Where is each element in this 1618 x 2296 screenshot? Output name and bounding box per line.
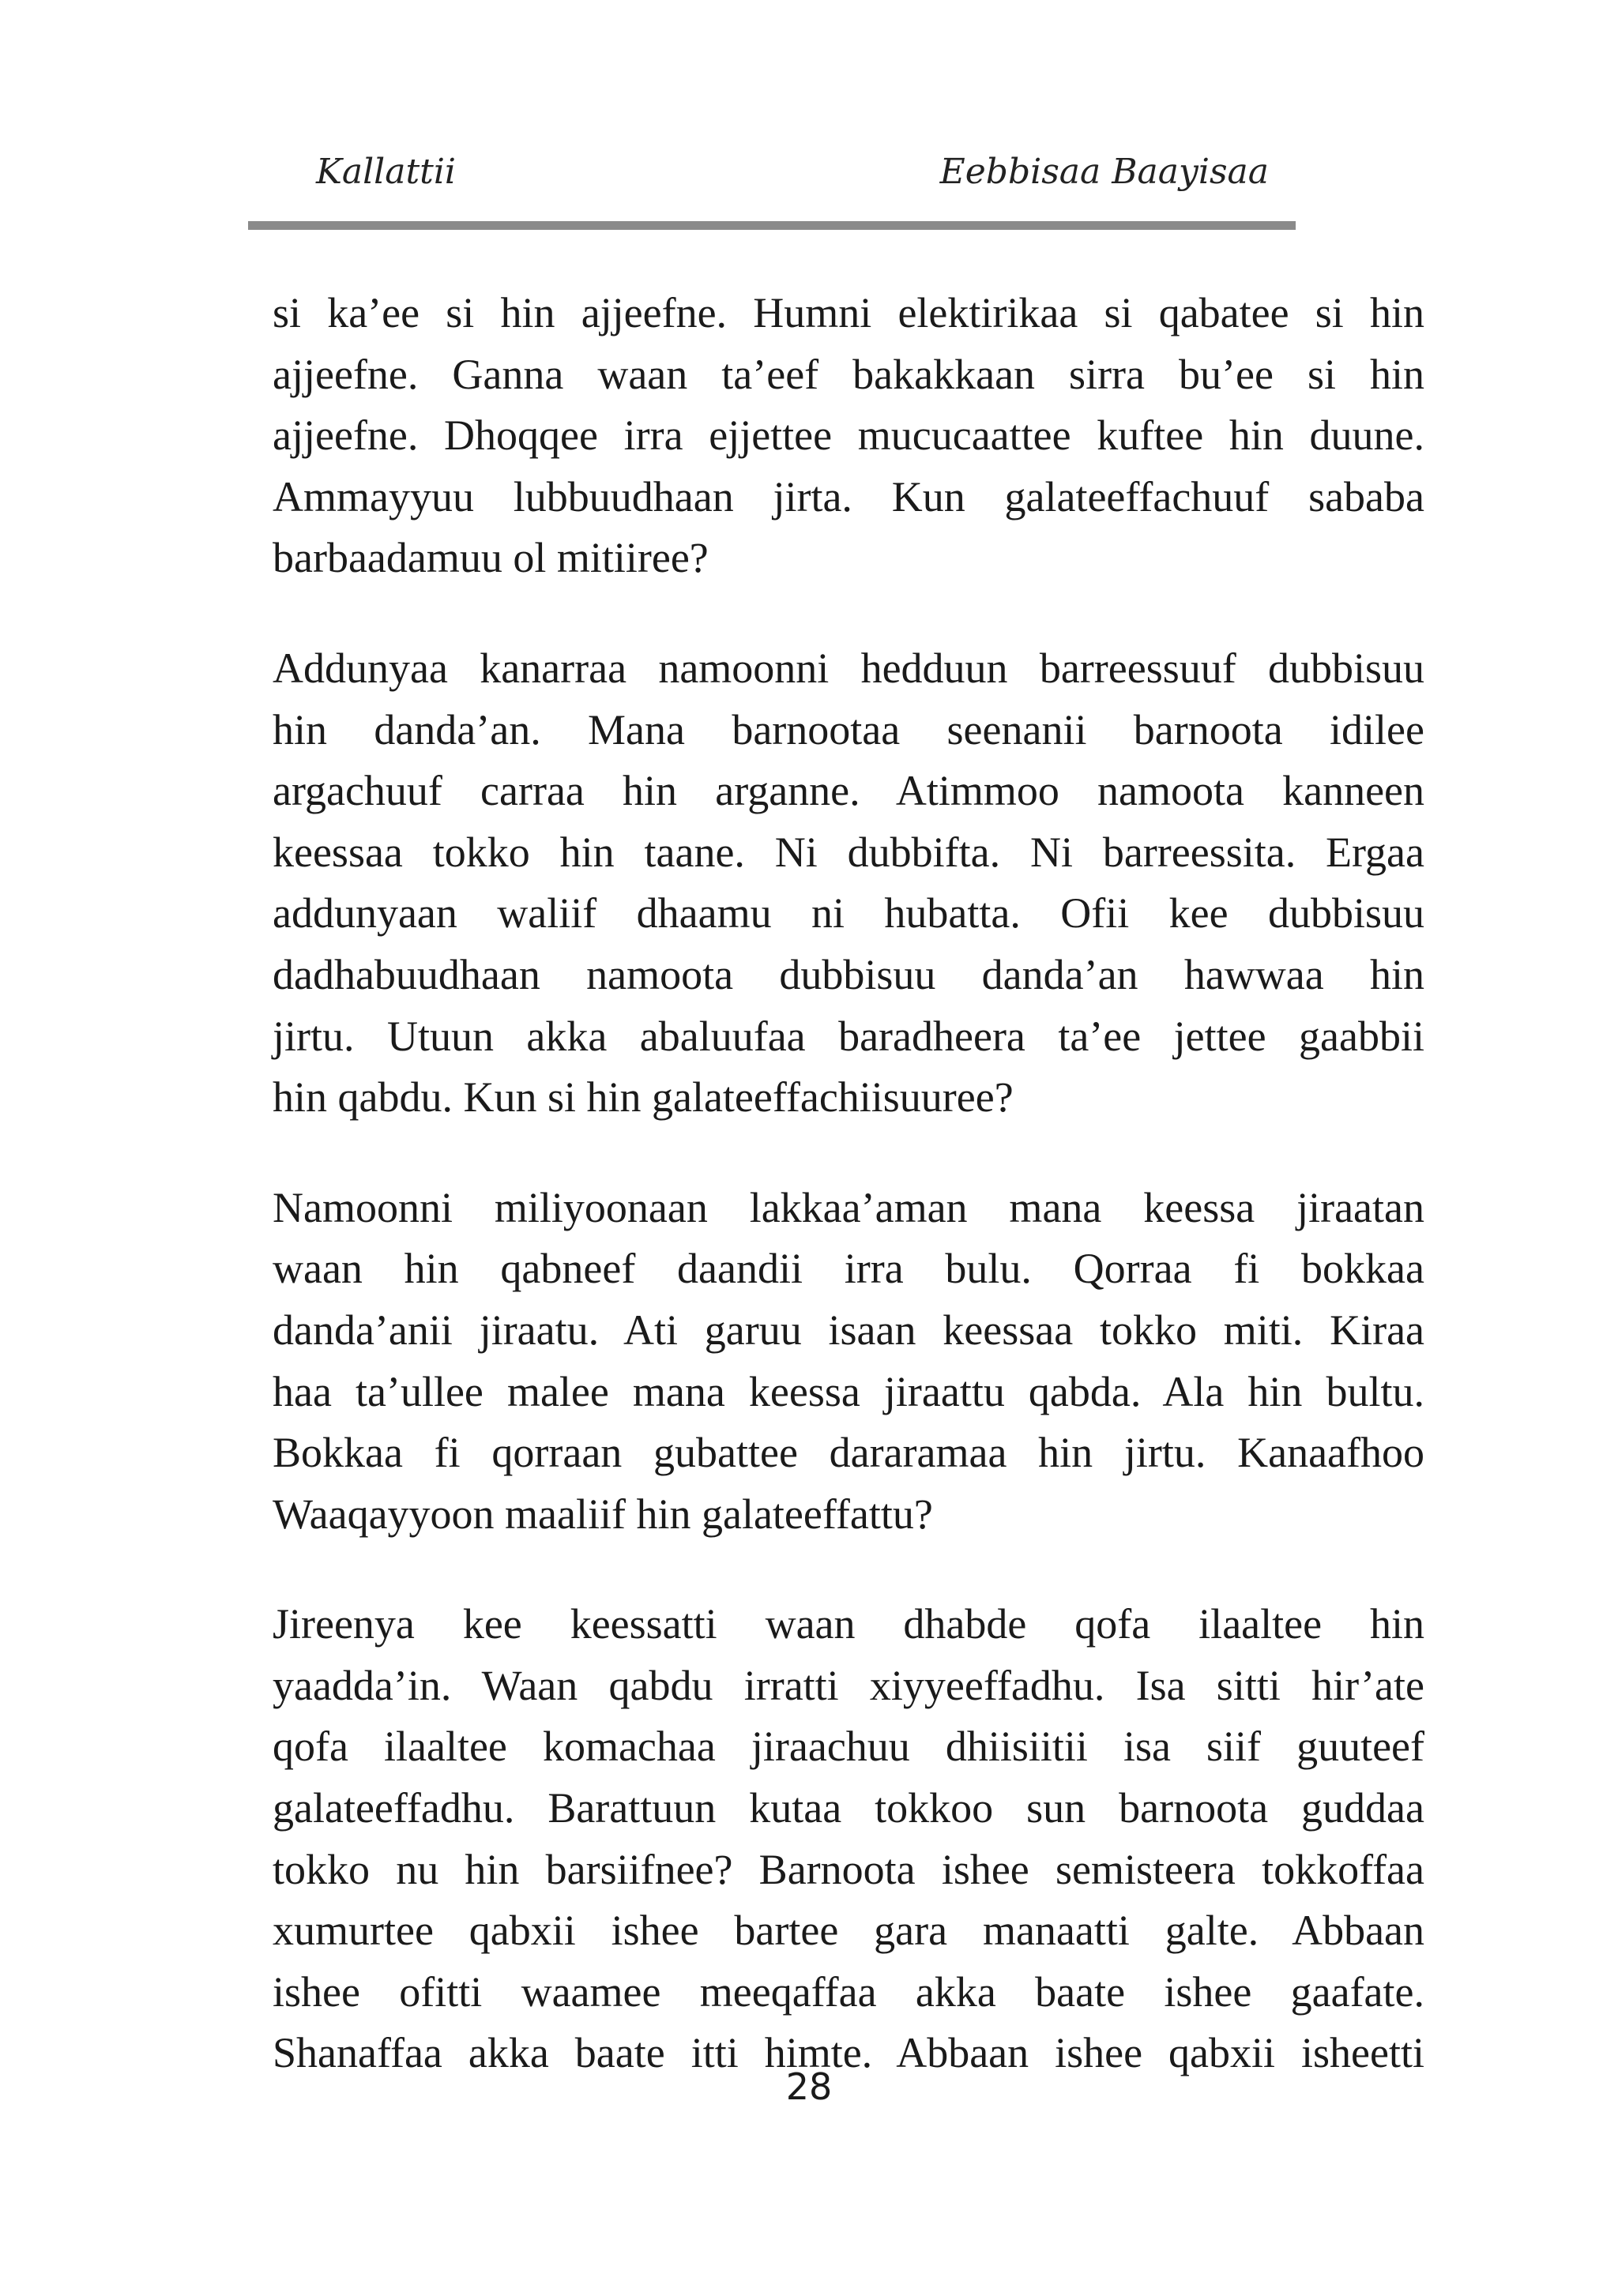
text-line: dadhabuudhaan namoota dubbisuu danda’an hawwaa hin [273, 950, 1424, 998]
paragraph-4 [273, 1594, 1424, 2084]
paragraph-3 [273, 1178, 1424, 1546]
text-line: yaadda’in. Waan qabdu irratti xiyyeeffadhu. Isa sitti hir’ate [273, 1661, 1424, 1709]
header-author-name: Eebbisaa Baayisaa [939, 152, 1269, 192]
paragraph-1 [273, 283, 1424, 589]
running-header [316, 148, 1269, 204]
text-line: ajjeefne. Ganna waan ta’eef bakakkaan sirra bu’ee si hin [273, 350, 1424, 398]
text-line: haa ta’ullee malee mana keessa jiraattu qabda. Ala hin bultu. [273, 1367, 1424, 1415]
text-line: waan hin qabneef daandii irra bulu. Qorraa fi bokkaa [273, 1245, 1424, 1293]
text-line: hin danda’an. Mana barnootaa seenanii barnoota idilee [273, 705, 1424, 753]
text-line: addunyaan waliif dhaamu ni hubatta. Ofii kee dubbisuu [273, 889, 1424, 938]
text-line: jirtu. Utuun akka abaluufaa baradheera ta’ee jettee gaabbii [273, 1012, 1424, 1060]
text-line: Waaqayyoon maaliif hin galateeffattu? [273, 1490, 933, 1538]
paragraph-2 [273, 638, 1424, 1129]
text-line: Namoonni miliyoonaan lakkaa’aman mana keessa jiraatan [273, 1183, 1424, 1231]
text-line: barbaadamuu ol mitiiree? [273, 534, 709, 582]
text-line: ishee ofitti waamee meeqaffaa akka baate ishee gaafate. [273, 1967, 1424, 2016]
text-line: galateeffadhu. Barattuun kutaa tokkoo sun barnoota guddaa [273, 1784, 1424, 1832]
text-line: qofa ilaaltee komachaa jiraachuu dhiisiitii isa siif guuteef [273, 1723, 1424, 1771]
text-line: si ka’ee si hin ajjeefne. Humni elektirikaa si qabatee si hin [273, 289, 1424, 336]
text-line: Shanaffaa akka baate itti himte. Abbaan ishee qabxii isheetti [273, 2029, 1424, 2077]
text-line: danda’anii jiraatu. Ati garuu isaan keessaa tokko miti. Kiraa [273, 1306, 1424, 1354]
text-line: keessaa tokko hin taane. Ni dubbifta. Ni barreessita. Ergaa [273, 828, 1424, 876]
text-line: Jireenya kee keessatti waan dhabde qofa ilaaltee hin [273, 1600, 1424, 1648]
text-line: Addunyaa kanarraa namoonni hedduun barreessuuf dubbisuu [273, 644, 1424, 692]
text-line: Bokkaa fi qorraan gubattee dararamaa hin jirtu. Kanaafhoo [273, 1429, 1424, 1477]
header-book-title: Kallattii [316, 152, 456, 192]
text-line: ajjeefne. Dhoqqee irra ejjettee mucucaattee kuftee hin duune. [273, 411, 1424, 460]
body-text [273, 283, 1424, 2133]
text-line: tokko nu hin barsiifnee? Barnoota ishee semisteera tokkoffaa [273, 1845, 1424, 1893]
text-line: xumurtee qabxii ishee bartee gara manaatti galte. Abbaan [273, 1907, 1424, 1955]
text-line: Ammayyuu lubbuudhaan jirta. Kun galateeffachuuf sababa [273, 472, 1424, 520]
header-divider [248, 221, 1296, 230]
text-line: hin qabdu. Kun si hin galateeffachiisuuree? [273, 1073, 1014, 1122]
text-line: argachuuf carraa hin arganne. Atimmoo namoota kanneen [273, 767, 1424, 815]
page-number: 28 [785, 2065, 833, 2108]
